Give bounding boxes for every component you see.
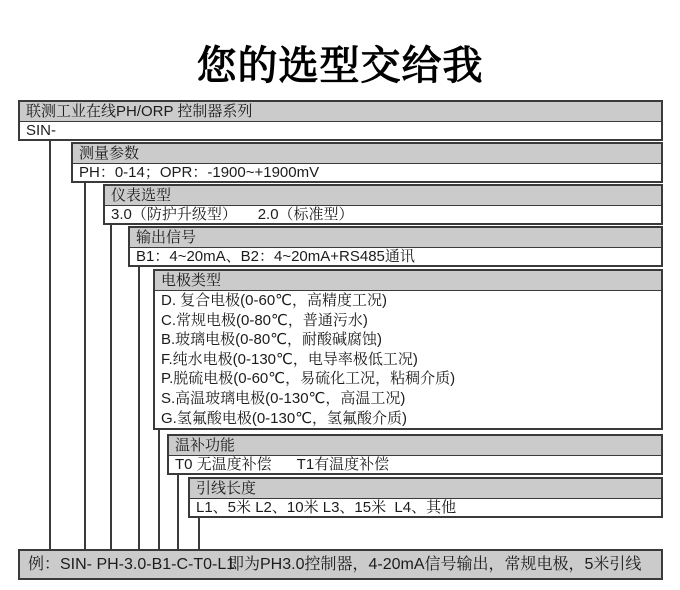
block-measure-param — [71, 142, 663, 183]
block-meter-type-value: 3.0（防护升级型） 2.0（标准型） — [105, 206, 661, 223]
connector-line-measure-param — [84, 183, 86, 549]
block-temp-comp — [167, 434, 663, 475]
block-output-signal-value: B1：4~20mA、B2：4~20mA+RS485通讯 — [130, 248, 661, 265]
page-title: 您的选型交给我 — [196, 44, 484, 88]
connector-line-output-signal — [138, 267, 140, 549]
block-output-signal-header: 输出信号 — [130, 228, 661, 248]
block-series-value: SIN- — [20, 122, 661, 139]
connector-line-meter-type — [110, 225, 112, 549]
electrode-option-p: P.脱硫电极(0-60℃，易硫化工况，粘稠介质) — [155, 369, 661, 389]
block-cable-length — [188, 477, 663, 518]
block-output-signal — [128, 226, 663, 267]
electrode-option-b: B.玻璃电极(0-80℃，耐酸碱腐蚀) — [155, 330, 661, 350]
electrode-option-d: D. 复合电极(0-60℃，高精度工况) — [155, 291, 661, 311]
electrode-option-g: G.氢氟酸电极(0-130℃，氢氟酸介质) — [155, 409, 661, 429]
connector-line-temp-comp — [177, 475, 179, 549]
connector-line-electrode — [158, 430, 160, 549]
electrode-option-f: F.纯水电极(0-130℃，电导率极低工况) — [155, 350, 661, 370]
electrode-option-s: S.高温玻璃电极(0-130℃，高温工况) — [155, 389, 661, 409]
example-description: 即为PH3.0控制器，4-20mA信号输出，常规电极，5米引线 — [228, 556, 642, 573]
block-measure-param-value: PH：0-14；OPR：-1900~+1900mV — [73, 164, 661, 181]
example-code: 例：SIN- PH-3.0-B1-C-T0-L1 — [28, 556, 236, 573]
connector-line-series — [49, 141, 51, 549]
block-electrode-type — [153, 269, 663, 430]
block-meter-type — [103, 184, 663, 225]
block-series-header: 联测工业在线PH/ORP 控制器系列 — [20, 102, 661, 122]
example-box — [18, 549, 663, 580]
block-temp-comp-header: 温补功能 — [169, 436, 661, 456]
block-meter-type-header: 仪表选型 — [105, 186, 661, 206]
block-cable-length-value: L1、5米 L2、10米 L3、15米 L4、其他 — [190, 499, 661, 516]
block-measure-param-header: 测量参数 — [73, 144, 661, 164]
block-cable-length-header: 引线长度 — [190, 479, 661, 499]
block-series — [18, 100, 663, 141]
block-temp-comp-value: T0 无温度补偿 T1有温度补偿 — [169, 456, 661, 473]
block-electrode-type-header: 电极类型 — [155, 271, 661, 291]
electrode-option-c: C.常规电极(0-80℃，普通污水) — [155, 311, 661, 331]
connector-line-cable-length — [198, 518, 200, 549]
